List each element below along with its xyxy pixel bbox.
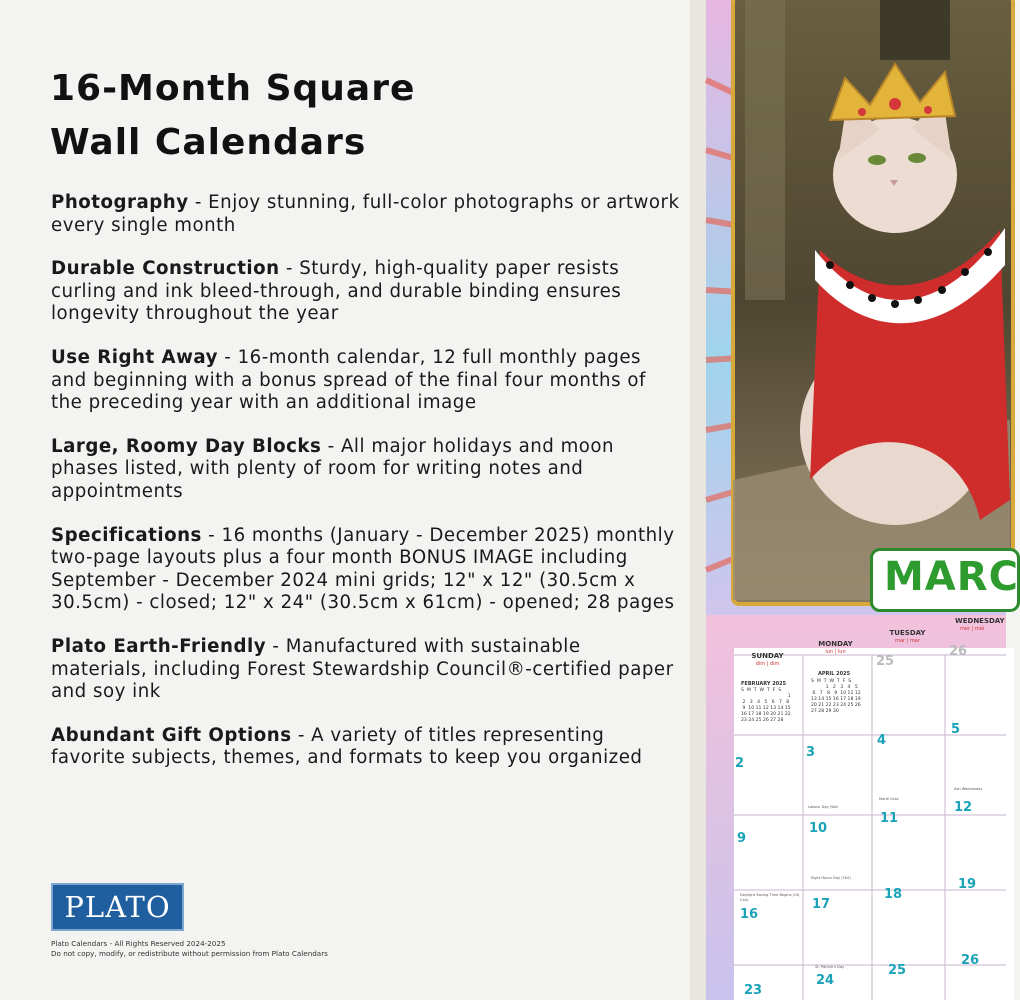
date-cell: 18 [884,887,903,902]
feature-desc: - 16-month calendar, 12 full monthly pages and beginning with a bonus spread of the final four months of the preceding year with an additional image [51,346,646,414]
mini-cal-apr: S M T W T F S 1 2 3 4 5 6 7 8 9 10 11 12 13 14 15 16 17 18 19 20 21 22 23 24 25 26 27 28 29 30 [811,679,861,714]
date-cell: 5 [951,722,961,737]
date-cell: 12 [954,800,973,815]
date-cell: 26 [949,644,968,659]
date-cell: 25 [876,654,895,669]
footer-line-2: Do not copy, modify, or redistribute without permission from Plato Calendars [51,949,328,958]
feature-name: Abundant Gift Options [51,724,292,746]
feature-desc: - All major holidays and moon phases listed, with plenty of room for writing notes and appointments [51,435,615,502]
day-header-wednesday: WEDNESDAY [955,617,1005,625]
day-header-sunday: SUNDAY [751,652,784,660]
feature-name: Specifications [51,524,202,546]
date-cell: 26 [961,953,980,968]
date-cell: 17 [812,897,831,912]
feature-desc: - 16 months (January - December 2025) monthly two-page layouts plus a four month BONUS IMAGE including September - December 2024 mini grids; 12" x 12" (30.5cm x 30.5cm) - closed; 12" x 24" (30.5cm x 61cm) - opened; 28 pages [51,524,675,614]
date-cell: 2 [735,756,745,771]
date-cell: 10 [809,821,828,836]
date-cell: 16 [740,907,759,922]
date-cell: 25 [888,963,907,978]
day-sub-sunday: dim | dim [755,661,780,667]
day-header-monday: MONDAY [818,640,853,648]
date-cell: 11 [880,811,899,826]
day-sub-tuesday: mar | mar [895,638,920,644]
holiday-note: Labour Day (Wa) [808,805,839,809]
day-header-tuesday: TUESDAY [889,629,926,637]
feature-name: Large, Roomy Day Blocks [51,435,322,457]
title-line-2: Wall Calendars [50,122,367,163]
feature-desc: - Sturdy, high-quality paper resists curling and ink bleed-through, and durable binding ensures longevity throughout the year [51,258,622,325]
mini-cal-feb: S M T W T F S 1 2 3 4 5 6 7 8 9 10 11 12 13 14 15 16 17 18 19 20 21 22 23 24 25 26 27 28 [741,688,791,723]
holiday-note: Daylight Saving Time Begins (US, Can) [740,893,801,902]
feature-desc: - Manufactured with sustainable materials, including Forest Stewardship Council®-certified paper and soy ink [51,635,674,703]
mini-cal-feb-title: FEBRUARY 2025 [741,681,787,687]
feature-desc: - A variety of titles representing favorite subjects, themes, and formats to keep you organized [51,724,643,769]
holiday-note: Mardi Gras [879,797,899,801]
date-cell: 23 [744,983,763,998]
calendar-photo [690,0,1019,1000]
mini-cal-apr-title: APRIL 2025 [818,671,851,677]
feature-name: Plato Earth-Friendly [51,635,267,657]
feature-name: Durable Construction [51,258,280,280]
feature-name: Use Right Away [51,346,218,368]
holiday-note: St. Patrick's Day [815,965,845,969]
holiday-note: Eight Hours Day (TAS) [811,876,851,880]
title-line-1: 16-Month Square [50,68,416,109]
date-cell: 24 [816,973,835,988]
date-cell: 19 [958,877,977,892]
date-cell: 3 [806,745,816,760]
footer-line-1: Plato Calendars - All Rights Reserved 2024-2025 [51,939,226,948]
feature-desc: - Enjoy stunning, full-color photographs or artwork every single month [51,192,680,236]
day-sub-monday: lun | lun [825,649,846,655]
month-name: MARC [884,554,1019,600]
day-sub-wednesday: mer | mié [960,626,985,632]
logo-text: PLATO [64,890,171,924]
holiday-note: Ash Wednesday [954,787,983,791]
date-cell: 9 [737,831,747,846]
feature-name: Photography [51,192,189,213]
date-cell: 4 [877,733,887,748]
